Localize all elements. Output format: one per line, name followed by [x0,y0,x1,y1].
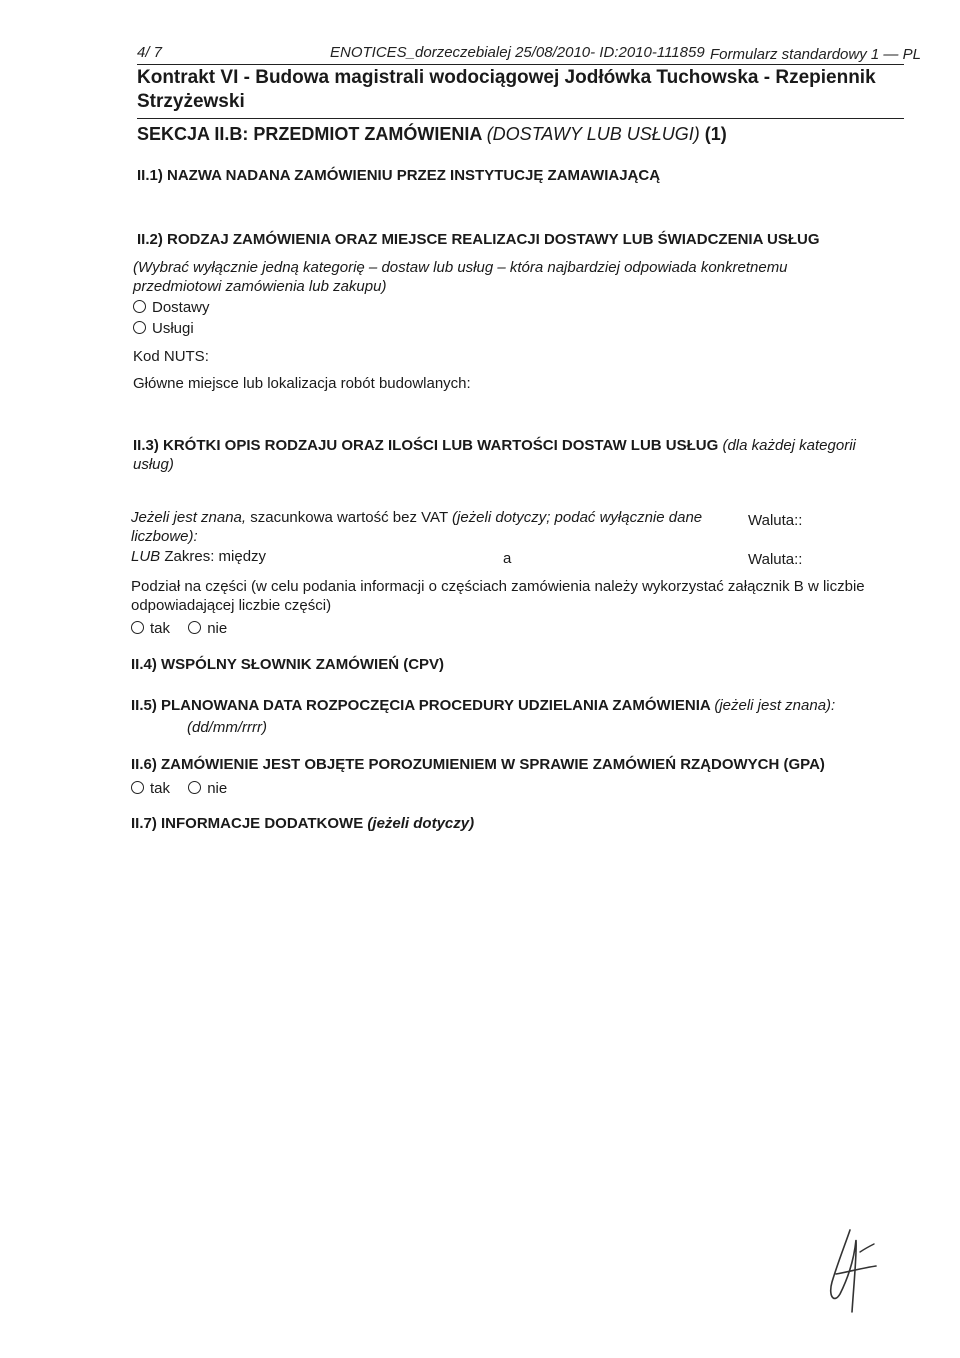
option-uslugi[interactable] [133,319,194,338]
ii2-note: (Wybrać wyłącznie jedną kategorię – dostaw lub usług – która najbardziej odpowiada konkretnemu przedmiotowi zamówienia lub zakupu) [133,259,788,295]
gpa-options [131,779,227,798]
ii1-heading: II.1) NAZWA NADANA ZAMÓWIENIU PRZEZ INSTYTUCJĘ ZAMAWIAJĄCĄ [137,167,661,184]
document-id: ENOTICES_dorzeczebialej 25/08/2010- ID:2010-111859 [330,44,705,61]
radio-gpa-no[interactable] [188,781,201,794]
parts-label: Podział na części (w celu podania informacji o częściach zamówienia należy wykorzystać załącznik B w liczbie odpowiadającej liczbie części) [131,578,865,614]
currency-label-1: Waluta:: [748,512,803,529]
range-label [131,547,266,566]
ii7-heading-italic: (jeżeli dotyczy) [367,815,475,832]
parts-options [131,619,227,638]
option-dostawy[interactable] [133,298,210,317]
title-rule [137,118,904,119]
radio-uslugi[interactable] [133,321,146,334]
currency-label-2: Waluta:: [748,551,803,568]
ii5-heading-italic: (jeżeli jest znana): [714,697,836,714]
parts-no-label: nie [207,620,228,637]
ii3-heading-italic: (dla każdej kategorii usług) [133,437,856,473]
handwritten-initials-icon [810,1222,890,1322]
gpa-no-label: nie [207,780,228,797]
ii5-heading-text: II.5) PLANOWANA DATA ROZPOCZĘCIA PROCEDURY UDZIELANIA ZAMÓWIENIA [131,697,711,714]
nuts-label: Kod NUTS: [133,348,209,365]
location-label: Główne miejsce lub lokalizacja robót budowlanych: [133,375,471,392]
range-and: a [503,550,512,567]
ii2-heading: II.2) RODZAJ ZAMÓWIENIA ORAZ MIEJSCE REALIZACJI DOSTAWY LUB ŚWIADCZENIA USŁUG [137,231,820,248]
gpa-yes[interactable] [131,780,170,797]
section-heading [137,124,727,145]
estimated-value-label [131,508,731,546]
lub-label: LUB [131,548,161,565]
gpa-yes-label: tak [150,780,171,797]
option-dostawy-label: Dostawy [152,299,210,316]
page-number: 4/ 7 [137,44,163,61]
section-heading-text: SEKCJA II.B: PRZEDMIOT ZAMÓWIENIA [137,124,482,144]
parts-yes[interactable] [131,620,170,637]
range-text: Zakres: między [164,548,267,565]
option-uslugi-label: Usługi [152,320,194,337]
value-italic-suffix: (jeżeli dotyczy; podać wyłącznie dane liczbowe): [131,509,703,545]
value-text: szacunkowa wartość bez VAT [250,509,448,526]
section-heading-italic: (DOSTAWY LUB USŁUGI) [486,124,700,144]
radio-parts-yes[interactable] [131,621,144,634]
form-type: Formularz standardowy 1 — PL [710,46,921,63]
gpa-no[interactable] [188,780,227,797]
ii5-heading [131,697,835,714]
value-italic-prefix: Jeżeli jest znana, [131,509,247,526]
radio-dostawy[interactable] [133,300,146,313]
parts-no[interactable] [188,620,227,637]
ii7-heading [131,815,474,832]
ii3-heading-text: II.3) KRÓTKI OPIS RODZAJU ORAZ ILOŚCI LUB WARTOŚCI DOSTAW LUB USŁUG [133,437,719,454]
ii4-heading: II.4) WSPÓLNY SŁOWNIK ZAMÓWIEŃ (CPV) [131,656,445,673]
ii3-heading [133,436,893,474]
radio-parts-no[interactable] [188,621,201,634]
contract-title: Kontrakt VI - Budowa magistrali wodociągowej Jodłówka Tuchowska - Rzepiennik Strzyżewski [137,67,876,112]
ii7-heading-text: II.7) INFORMACJE DODATKOWE [131,815,364,832]
date-format: (dd/mm/rrrr) [187,719,267,736]
radio-gpa-yes[interactable] [131,781,144,794]
header-rule [137,64,904,65]
ii6-heading: II.6) ZAMÓWIENIE JEST OBJĘTE POROZUMIENIEM W SPRAWIE ZAMÓWIEŃ RZĄDOWYCH (GPA) [131,756,825,773]
section-heading-suffix: (1) [704,124,727,144]
parts-yes-label: tak [150,620,171,637]
